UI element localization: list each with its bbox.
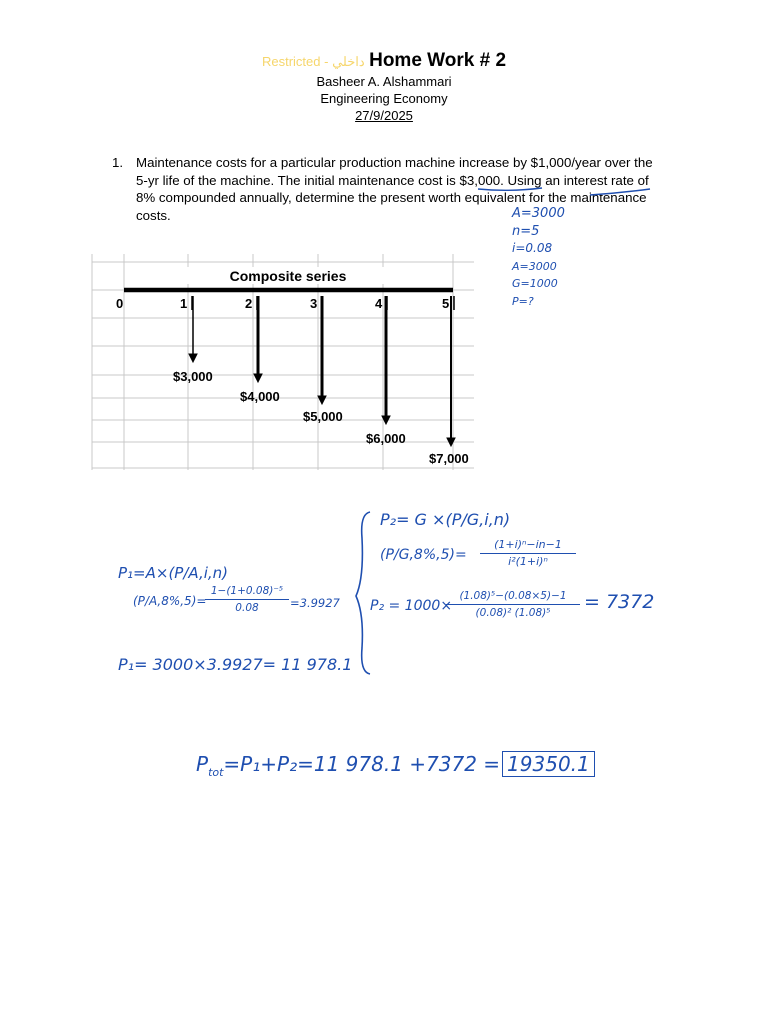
arrowhead-3: [318, 396, 326, 404]
pa-lhs: (P/A,8%,5)=: [133, 594, 207, 608]
total-result-box: 19350.1: [502, 751, 595, 777]
given-i: i=0.08: [512, 241, 553, 255]
p2-lhs: P₂ = 1000×: [370, 598, 453, 614]
pa-numerator: 1−(1+0.08)⁻⁵: [210, 585, 284, 597]
total-equation: [196, 752, 595, 779]
total-p: P: [196, 752, 209, 776]
period-3: 3: [310, 296, 318, 311]
diagram-title: Composite series: [229, 268, 347, 284]
amount-2: $4,000: [240, 389, 280, 404]
period-0: 0: [116, 296, 124, 311]
problem-line-2: 5-yr life of the machine. The initial maintenance cost is $3,000. Using an interest rate of: [136, 172, 649, 188]
p2-fraction: [446, 589, 580, 620]
total-expression: =P₁+P₂=11 978.1 +7372 =: [223, 752, 501, 776]
arrowhead-1: [189, 354, 197, 362]
givens-list: [512, 205, 565, 310]
pg-fraction-bar: [480, 553, 576, 554]
amount-5: $7,000: [429, 451, 469, 466]
pg-lhs: (P/G,8%,5)=: [380, 547, 467, 563]
title-line: [0, 50, 768, 72]
handwritten-underline: [470, 185, 710, 199]
amount-3: $5,000: [303, 409, 343, 424]
p2-denominator: (0.08)² (1.08)⁵: [475, 607, 551, 619]
amount-1: $3,000: [173, 369, 213, 384]
amount-4: $6,000: [366, 431, 406, 446]
diagram-grid: [92, 254, 474, 470]
pa-denominator: 0.08: [235, 602, 259, 614]
pg-numerator: (1+i)ⁿ−in−1: [494, 538, 562, 551]
cash-flow-diagram: [88, 250, 488, 475]
restricted-label: Restricted - داخلي: [261, 54, 365, 69]
period-1: 1: [180, 296, 188, 311]
pa-result: =3.9927: [290, 596, 340, 610]
given-n: n=5: [512, 223, 540, 239]
p2-formula: P₂= G ×(P/G,i,n): [380, 510, 511, 529]
total-subscript: tot: [208, 766, 224, 779]
given-a: A=3000: [512, 206, 565, 221]
p2-numerator: (1.08)⁵−(0.08×5)−1: [459, 590, 567, 602]
problem-line-1: Maintenance costs for a particular production machine increase by $1,000/year over the: [136, 155, 653, 170]
pg-denominator: i²(1+i)ⁿ: [508, 555, 548, 568]
period-5: 5: [442, 296, 450, 311]
problem-number: 1.: [112, 155, 124, 170]
p2-result: = 7372: [584, 591, 655, 613]
problem-line-4: costs.: [136, 207, 171, 223]
p2-fraction-bar: [446, 604, 580, 605]
arrowhead-2: [254, 374, 262, 382]
problem-line-3: 8% compounded annually, determine the present worth equivalent for the maintenance: [136, 190, 647, 205]
p1-formula: P₁=A×(P/A,i,n): [118, 564, 229, 582]
author-name: Basheer A. Alshammari: [316, 74, 452, 89]
pa-fraction: [205, 584, 289, 615]
period-4: 4: [375, 296, 383, 311]
period-labels: [116, 296, 449, 311]
date-line: 27/9/2025: [355, 108, 413, 123]
p1-result: P₁= 3000×3.9927= 11 978.1: [118, 655, 353, 674]
page-title: Home Work # 2: [369, 50, 507, 71]
given-p: P=?: [512, 294, 534, 308]
course-name: Engineering Economy: [320, 91, 448, 106]
given-g: G=1000: [512, 277, 558, 290]
pg-fraction: [480, 538, 576, 569]
period-2: 2: [245, 296, 253, 311]
curly-brace: [352, 508, 376, 678]
pa-fraction-bar: [205, 599, 289, 600]
given-a2: A=3000: [512, 259, 557, 273]
